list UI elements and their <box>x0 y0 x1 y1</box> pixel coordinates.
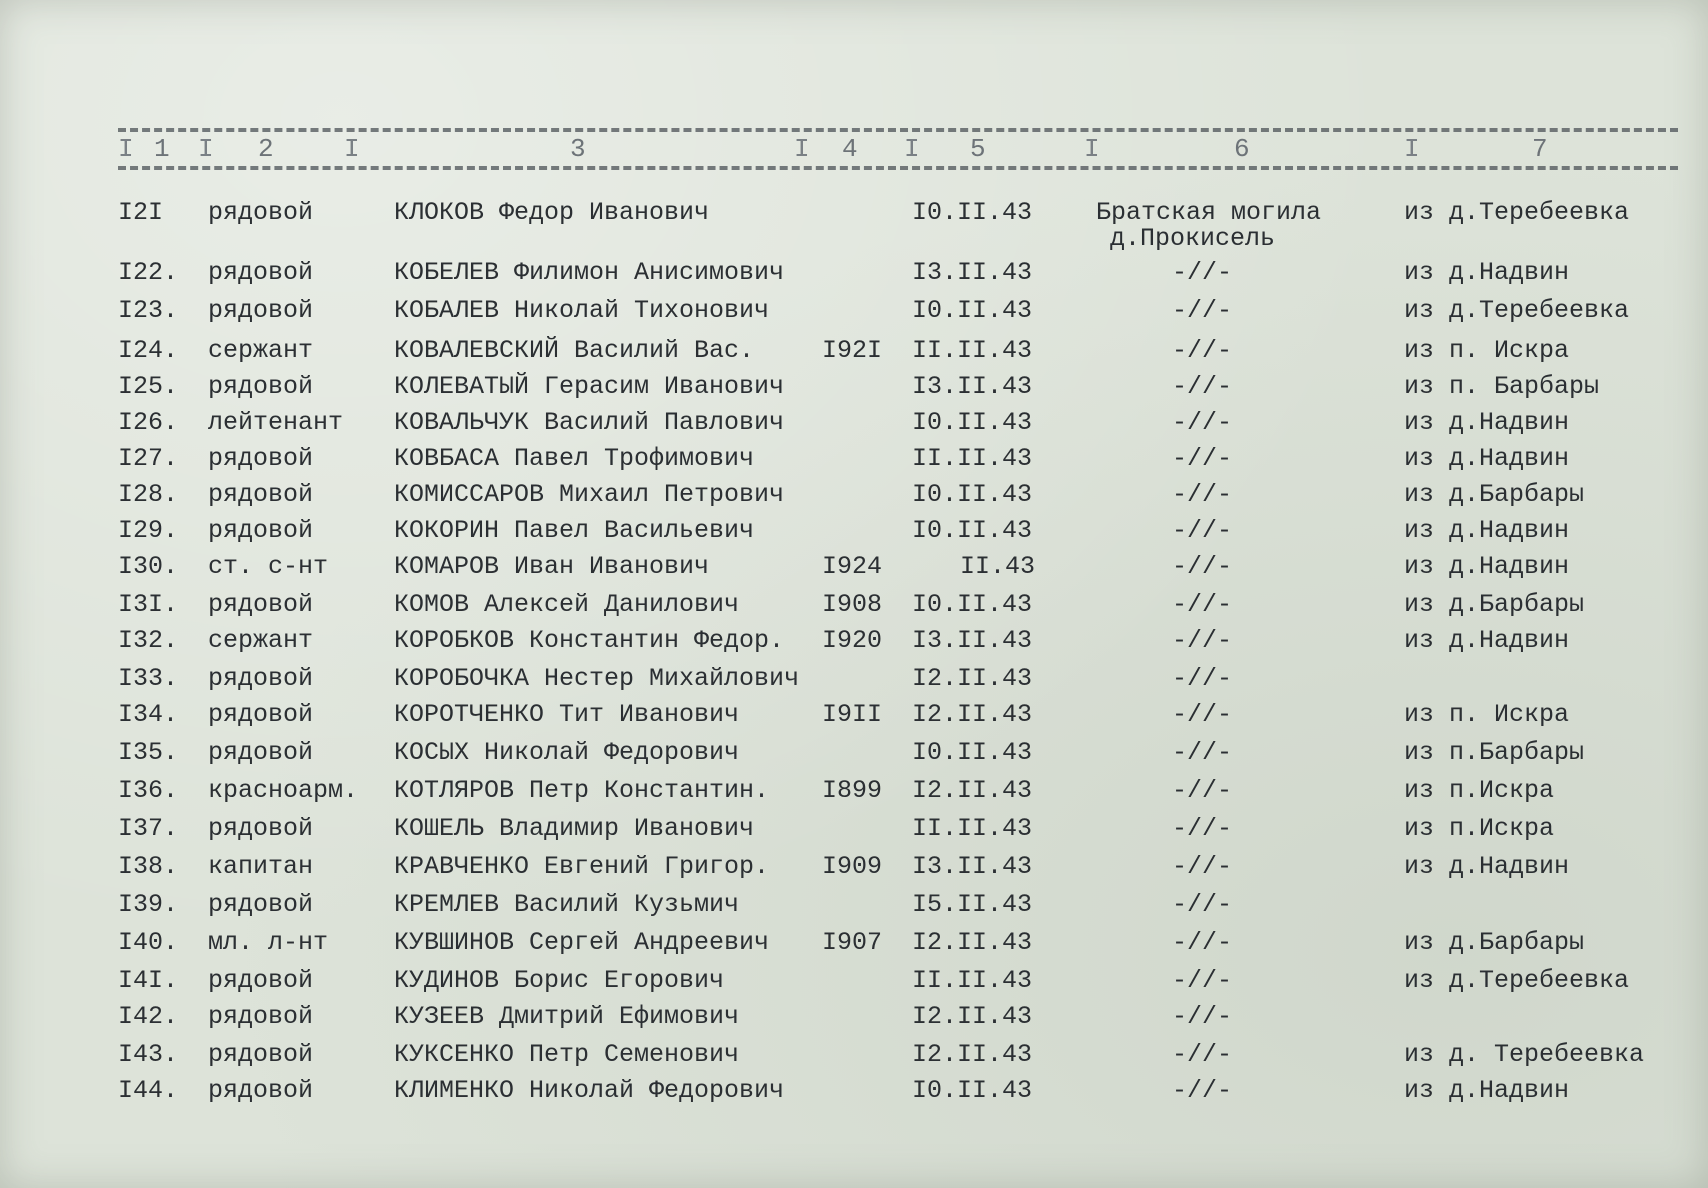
cell-name: КОСЫХ Николай Федорович <box>394 738 740 767</box>
cell-year: I920 <box>822 626 883 655</box>
cell-date: II.43 <box>960 552 1036 581</box>
cell-burial: Братская могила <box>1096 198 1322 227</box>
cell-name: КОВАЛЕВСКИЙ Василий Вас. <box>394 336 755 365</box>
cell-burial: -//- <box>1172 372 1233 401</box>
cell-year: I9II <box>822 700 883 729</box>
column-separator: I <box>118 134 134 164</box>
table-row <box>0 928 1708 964</box>
cell-rank: рядовой <box>208 590 314 619</box>
cell-burial: -//- <box>1172 1002 1233 1031</box>
cell-date: I5.II.43 <box>912 890 1033 919</box>
cell-date: I3.II.43 <box>912 258 1033 287</box>
cell-name: КУЗЕЕВ Дмитрий Ефимович <box>394 1002 740 1031</box>
cell-name: КУКСЕНКО Петр Семенович <box>394 1040 740 1069</box>
cell-name: КРАВЧЕНКО Евгений Григор. <box>394 852 770 881</box>
cell-name: КОМИССАРОВ Михаил Петрович <box>394 480 785 509</box>
cell-name: КРЕМЛЕВ Василий Кузьмич <box>394 890 740 919</box>
cell-name: КОБАЛЕВ Николай Тихонович <box>394 296 770 325</box>
table-row <box>0 552 1708 588</box>
column-number: 1 <box>154 134 170 164</box>
cell-origin: из п. Барбары <box>1404 372 1600 401</box>
table-row <box>0 336 1708 372</box>
cell-year: I907 <box>822 928 883 957</box>
cell-date: I2.II.43 <box>912 776 1033 805</box>
cell-name: КОШЕЛЬ Владимир Иванович <box>394 814 755 843</box>
cell-rank: рядовой <box>208 480 314 509</box>
column-number: 7 <box>1532 134 1548 164</box>
cell-origin: из д.Надвин <box>1404 1076 1570 1105</box>
cell-origin: из п.Искра <box>1404 776 1555 805</box>
table-row <box>0 664 1708 700</box>
cell-num: I27. <box>118 444 179 473</box>
cell-burial: -//- <box>1172 408 1233 437</box>
column-separator: I <box>1404 134 1420 164</box>
column-separator: I <box>794 134 810 164</box>
cell-name: КОРОБКОВ Константин Федор. <box>394 626 785 655</box>
table-row <box>0 516 1708 552</box>
cell-num: I38. <box>118 852 179 881</box>
cell-burial: -//- <box>1172 890 1233 919</box>
cell-year: I924 <box>822 552 883 581</box>
cell-num: I22. <box>118 258 179 287</box>
cell-name: КУДИНОВ Борис Егорович <box>394 966 725 995</box>
cell-rank: рядовой <box>208 1002 314 1031</box>
table-row <box>0 738 1708 774</box>
cell-burial: -//- <box>1172 852 1233 881</box>
cell-burial: -//- <box>1172 444 1233 473</box>
table-row <box>0 198 1708 253</box>
cell-year: I908 <box>822 590 883 619</box>
table-row <box>0 966 1708 1002</box>
cell-rank: рядовой <box>208 372 314 401</box>
cell-num: I36. <box>118 776 179 805</box>
cell-date: I3.II.43 <box>912 626 1033 655</box>
cell-num: I4I. <box>118 966 179 995</box>
cell-burial: -//- <box>1172 1076 1233 1105</box>
table-row <box>0 626 1708 662</box>
cell-date: I2.II.43 <box>912 664 1033 693</box>
cell-origin: из д.Надвин <box>1404 258 1570 287</box>
table-row <box>0 1002 1708 1038</box>
cell-rank: капитан <box>208 852 314 881</box>
cell-date: I0.II.43 <box>912 296 1033 325</box>
cell-origin: из п.Барбары <box>1404 738 1585 767</box>
cell-date: I0.II.43 <box>912 1076 1033 1105</box>
cell-date: I2.II.43 <box>912 928 1033 957</box>
cell-origin: из д.Барбары <box>1404 928 1585 957</box>
cell-num: I26. <box>118 408 179 437</box>
cell-origin: из д.Теребеевка <box>1404 966 1630 995</box>
cell-burial: -//- <box>1172 738 1233 767</box>
cell-origin: из п.Искра <box>1404 814 1555 843</box>
header-top-rule <box>118 128 1678 132</box>
cell-origin: из п. Искра <box>1404 700 1570 729</box>
cell-date: II.II.43 <box>912 444 1033 473</box>
cell-origin: из д.Теребеевка <box>1404 198 1630 227</box>
cell-burial: -//- <box>1172 1040 1233 1069</box>
cell-rank: рядовой <box>208 738 314 767</box>
cell-burial: -//- <box>1172 258 1233 287</box>
cell-origin: из д. Теребеевка <box>1404 1040 1645 1069</box>
cell-date: II.II.43 <box>912 966 1033 995</box>
cell-rank: рядовой <box>208 1076 314 1105</box>
cell-num: I35. <box>118 738 179 767</box>
cell-rank: рядовой <box>208 966 314 995</box>
cell-num: I3I. <box>118 590 179 619</box>
cell-burial-sub: д.Прокисель <box>1110 224 1276 253</box>
cell-burial: -//- <box>1172 928 1233 957</box>
cell-rank: рядовой <box>208 664 314 693</box>
cell-date: I0.II.43 <box>912 516 1033 545</box>
cell-origin: из п. Искра <box>1404 336 1570 365</box>
table-row <box>0 372 1708 408</box>
cell-burial: -//- <box>1172 700 1233 729</box>
cell-burial: -//- <box>1172 814 1233 843</box>
cell-num: I30. <box>118 552 179 581</box>
cell-rank: рядовой <box>208 296 314 325</box>
cell-burial: -//- <box>1172 626 1233 655</box>
cell-name: КОКОРИН Павел Васильевич <box>394 516 755 545</box>
cell-origin: из д.Барбары <box>1404 590 1585 619</box>
cell-burial: -//- <box>1172 664 1233 693</box>
cell-rank: рядовой <box>208 198 314 227</box>
cell-burial: -//- <box>1172 480 1233 509</box>
cell-rank: рядовой <box>208 258 314 287</box>
cell-rank: рядовой <box>208 1040 314 1069</box>
cell-rank: рядовой <box>208 814 314 843</box>
cell-origin: из д.Надвин <box>1404 408 1570 437</box>
cell-num: I2I <box>118 198 164 227</box>
cell-burial: -//- <box>1172 966 1233 995</box>
column-number: 4 <box>842 134 858 164</box>
cell-num: I43. <box>118 1040 179 1069</box>
cell-rank: мл. л-нт <box>208 928 329 957</box>
cell-num: I37. <box>118 814 179 843</box>
cell-date: I2.II.43 <box>912 1002 1033 1031</box>
table-row <box>0 890 1708 926</box>
column-separator: I <box>904 134 920 164</box>
column-separator: I <box>1084 134 1100 164</box>
cell-date: I2.II.43 <box>912 1040 1033 1069</box>
cell-name: КОВБАСА Павел Трофимович <box>394 444 755 473</box>
cell-burial: -//- <box>1172 336 1233 365</box>
column-separator: I <box>198 134 214 164</box>
table-row <box>0 590 1708 626</box>
cell-num: I42. <box>118 1002 179 1031</box>
cell-num: I34. <box>118 700 179 729</box>
cell-origin: из д.Барбары <box>1404 480 1585 509</box>
cell-rank: лейтенант <box>208 408 344 437</box>
cell-num: I23. <box>118 296 179 325</box>
table-row <box>0 408 1708 444</box>
table-row <box>0 776 1708 812</box>
column-separator: I <box>344 134 360 164</box>
cell-burial: -//- <box>1172 296 1233 325</box>
column-number: 6 <box>1234 134 1250 164</box>
cell-rank: рядовой <box>208 516 314 545</box>
table-header <box>118 118 1678 178</box>
table-row <box>0 814 1708 850</box>
cell-name: КОРОТЧЕНКО Тит Иванович <box>394 700 740 729</box>
table-row <box>0 852 1708 888</box>
header-bottom-rule <box>118 166 1678 170</box>
cell-rank: ст. с-нт <box>208 552 329 581</box>
cell-name: КОВАЛЬЧУК Василий Павлович <box>394 408 785 437</box>
cell-origin: из д.Теребеевка <box>1404 296 1630 325</box>
cell-name: КОМАРОВ Иван Иванович <box>394 552 710 581</box>
table-row <box>0 296 1708 332</box>
cell-num: I39. <box>118 890 179 919</box>
cell-rank: сержант <box>208 336 314 365</box>
cell-name: КОТЛЯРОВ Петр Константин. <box>394 776 770 805</box>
cell-origin: из д.Надвин <box>1404 626 1570 655</box>
table-row <box>0 700 1708 736</box>
table-row <box>0 444 1708 480</box>
cell-burial: -//- <box>1172 552 1233 581</box>
cell-num: I25. <box>118 372 179 401</box>
cell-date: I0.II.43 <box>912 198 1033 227</box>
cell-name: КОЛЕВАТЫЙ Герасим Иванович <box>394 372 785 401</box>
cell-origin: из д.Надвин <box>1404 516 1570 545</box>
cell-num: I29. <box>118 516 179 545</box>
cell-burial: -//- <box>1172 776 1233 805</box>
cell-date: I3.II.43 <box>912 852 1033 881</box>
table-row <box>0 258 1708 294</box>
cell-num: I28. <box>118 480 179 509</box>
table-row <box>0 1076 1708 1112</box>
cell-date: I0.II.43 <box>912 590 1033 619</box>
cell-num: I44. <box>118 1076 179 1105</box>
cell-rank: рядовой <box>208 444 314 473</box>
cell-date: I0.II.43 <box>912 480 1033 509</box>
cell-origin: из д.Надвин <box>1404 852 1570 881</box>
cell-num: I40. <box>118 928 179 957</box>
cell-origin: из д.Надвин <box>1404 444 1570 473</box>
cell-burial: -//- <box>1172 516 1233 545</box>
column-number: 2 <box>258 134 274 164</box>
cell-name: КУВШИНОВ Сергей Андреевич <box>394 928 770 957</box>
cell-name: КЛИМЕНКО Николай Федорович <box>394 1076 785 1105</box>
cell-name: КЛОКОВ Федор Иванович <box>394 198 710 227</box>
cell-date: II.II.43 <box>912 814 1033 843</box>
cell-rank: рядовой <box>208 700 314 729</box>
cell-name: КОБЕЛЕВ Филимон Анисимович <box>394 258 785 287</box>
cell-rank: рядовой <box>208 890 314 919</box>
cell-num: I32. <box>118 626 179 655</box>
cell-date: I2.II.43 <box>912 700 1033 729</box>
cell-rank: сержант <box>208 626 314 655</box>
table-row <box>0 1040 1708 1076</box>
cell-year: I909 <box>822 852 883 881</box>
cell-origin: из д.Надвин <box>1404 552 1570 581</box>
cell-date: I0.II.43 <box>912 738 1033 767</box>
cell-date: I3.II.43 <box>912 372 1033 401</box>
cell-name: КОРОБОЧКА Нестер Михайлович <box>394 664 800 693</box>
cell-date: I0.II.43 <box>912 408 1033 437</box>
column-number: 3 <box>570 134 586 164</box>
cell-year: I92I <box>822 336 883 365</box>
cell-rank: красноарм. <box>208 776 359 805</box>
column-number: 5 <box>970 134 986 164</box>
cell-num: I33. <box>118 664 179 693</box>
cell-name: КОМОВ Алексей Данилович <box>394 590 740 619</box>
cell-num: I24. <box>118 336 179 365</box>
cell-burial: -//- <box>1172 590 1233 619</box>
cell-date: II.II.43 <box>912 336 1033 365</box>
table-row <box>0 480 1708 516</box>
cell-year: I899 <box>822 776 883 805</box>
